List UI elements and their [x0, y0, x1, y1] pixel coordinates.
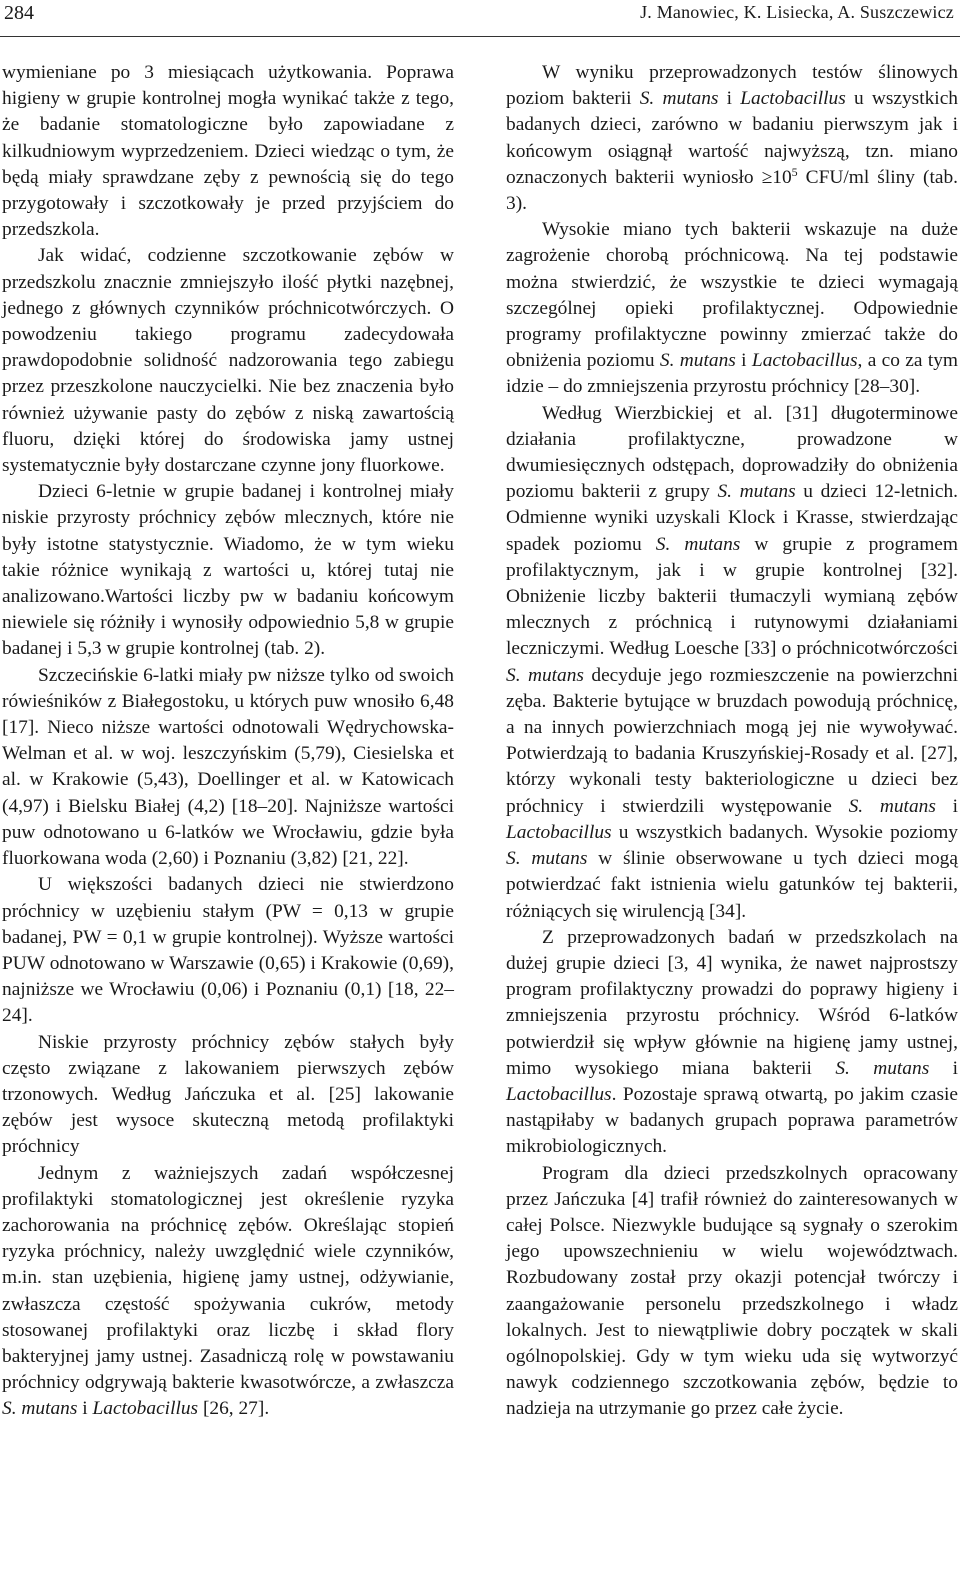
paragraph: Jak widać, codzienne szczotkowanie zębów w przedszkolu znacznie zmniejszyło ilość płytki nazębnej, jednego z głównych czynników próchnicotwórczych. O powodzeniu takiego programu zadecydowała prawdopodobnie solidność nadzorowania tego zabiegu przez przeszkolone nauczycielki. Nie bez znaczenia było również używanie pasty do zębów z niską zawartością fluoru, dzięki której do środowiska jamy ustnej systematycznie były dostarczane czynne jony fluorkowe.: [2, 245, 454, 477]
exponent: 5: [791, 164, 798, 179]
page-header: [0, 0, 960, 37]
text-run: u wszystkich badanych. Wysokie poziomy: [611, 821, 958, 843]
left-column: [2, 60, 454, 1423]
text-run: [26, 27].: [198, 1398, 270, 1420]
text-run: i: [929, 1057, 958, 1079]
paragraph: U większości badanych dzieci nie stwierdzono próchnicy w uzębieniu stałym (PW = 0,13 w grupie badanej, PW = 0,1 w grupie kontrolnej). Wyższe wartości PUW odnotowano w Warszawie (0,65) i Krakowie (0,69), najniższe we Wrocławiu (0,06) i Poznaniu (0,1) [18, 22–24].: [2, 874, 454, 1027]
text-run: Jednym z ważniejszych zadań współczesnej profilaktyki stomatologicznej jest określenie ryzyka zachorowania na próchnicę zębów. Określając stopień ryzyka próchnicy, należy uwzględnić wiele czynników, m.in. stan uzębienia, higienę jamy ustnej, odżywianie, zwłaszcza częstość spożywania cukrów, metody stosowanej profilaktyki oraz liczbę i skład flory bakteryjnej jamy ustnej. Zasadniczą rolę w powstawaniu próchnicy odgrywają bakterie kwasotwórcze, a zwłaszcza: [2, 1162, 454, 1394]
species-name: S. mutans: [655, 533, 741, 555]
running-head-authors: J. Manowiec, K. Lisiecka, A. Suszczewicz: [640, 2, 954, 22]
paragraph: [506, 217, 958, 400]
text-run: W wyniku przeprowadzonych testów ślinowych poziom bakterii: [506, 62, 958, 110]
text-run: u dzieci 12-letnich. Odmienne wyniki uzyskali Klock i Krasse, stwierdzając spadek poziomu: [506, 481, 958, 555]
text-run: Według Wierzbickiej et al. [31] długoterminowe działania profilaktyczne, prowadzone w dwumiesięcznych odstępach, doprowadziły do obniżenia poziomu bakterii z grupy: [506, 402, 958, 503]
text-run: i: [935, 795, 958, 817]
species-name: S. mutans: [659, 350, 736, 372]
paragraph: wymieniane po 3 miesiącach użytkowania. Poprawa higieny w grupie kontrolnej mogła wynikać także z tego, że badanie stomatologiczne było zapowiadane z kilkudniowym wyprzedzeniem. Dzieci wiedząc o tym, że będą miały sprawdzane zęby z pewnością się do tego przygotowały i szczotkowały je przed przyjściem do przedszkola.: [2, 62, 454, 241]
species-name: S. mutans: [848, 795, 936, 817]
species-name: S. mutans: [506, 848, 588, 870]
paragraph: Program dla dzieci przedszkolnych opracowany przez Jańczuka [4] trafił również do zainteresowanych w całej Polsce. Niezwykle budujące są sygnały o szerokim jego upowszechnieniu w wielu województwach. Rozbudowany został przy okazji potencjał twórczy i zaangażowanie personelu przedszkolnego i władz lokalnych. Jest to niewątpliwie dobry początek w skali ogólnopolskiej. Gdy w tym wieku uda się wytworzyć nawyk codziennego szczotkowania zębów, będzie to nadzieja na utrzymanie go przez całe życie.: [506, 1162, 958, 1420]
species-name: Lactobacillus: [92, 1398, 199, 1420]
paragraph: [506, 401, 958, 925]
species-name: S. mutans: [639, 88, 719, 110]
species-name: Lactobacillus: [506, 821, 612, 843]
species-name: S. mutans: [2, 1398, 78, 1420]
paragraph: [506, 925, 958, 1161]
paragraph: Niskie przyrosty próchnicy zębów stałych były często związane z lakowaniem pierwszych zębów trzonowych. Według Jańczuka et al. [25] lakowanie zębów jest wysoce skuteczną metodą profilaktyki próchnicy: [2, 1031, 454, 1158]
paragraph: [2, 1161, 454, 1423]
text-run: w ślinie obserwowane u tych dzieci mogą potwierdzać fakt istnienia wielu gatunków tej bakterii, różniących się wirulencją [34].: [506, 848, 958, 922]
species-name: Lactobacillus: [506, 1083, 612, 1105]
text-run: i: [735, 350, 752, 372]
text-run: Wysokie miano tych bakterii wskazuje na duże zagrożenie chorobą próchnicową. Na tej podstawie można stwierdzić, że wszystkie te dzieci wymagają szczególnej opieki profilaktycznej. Odpowiednie programy profilaktyczne powinny zmierzać także do obniżenia poziomu: [506, 219, 958, 372]
text-run: i: [77, 1398, 93, 1420]
text-run: Z przeprowadzonych badań w przedszkolach na dużej grupie dzieci [3, 4] wynika, że nawet najprostszy program profilaktyczny prowadzi do poprawy higieny i zmniejszenia przyrostu próchnicy. Wśród 6-latków potwierdził się wpływ głównie na higienę jamy ustnej, mimo wysokiego miana bakterii: [506, 926, 958, 1079]
page-number: 284: [4, 2, 34, 24]
species-name: Lactobacillus: [740, 88, 846, 110]
paragraph: [506, 60, 958, 217]
text-run: , a co za tym idzie – do zmniejszenia przyrostu próchnicy [28–30].: [506, 350, 958, 398]
text-run: decyduje jego rozmieszczenie na powierzchni zęba. Bakterie bytujące w bruzdach powodują próchnicę, a na innych powierzchniach mogą jej nie wywoływać. Potwierdzają to badania Kruszyńskiej-Rosady et al. [27], którzy wykonali testy bakteriologiczne u dzieci bez próchnicy i stwierdzili występowanie: [506, 664, 958, 817]
text-run: . Pozostaje sprawą otwartą, po jakim czasie nastąpiłaby w badanych grupach poprawa parametrów mikrobiologicznych.: [506, 1083, 958, 1158]
text-run: w grupie z programem profilaktycznym, jak i w grupie kontrolnej [32]. Obniżenie liczby bakterii tłumaczyli wymianą zębów mlecznych z próchnicą i rutynowymi działaniami leczniczymi. Według Loesche [33] o próchnicotwórczości: [506, 533, 958, 660]
text-run: u wszystkich badanych dzieci, zarówno w badaniu pierwszym jak i końcowym osiągnął wartość najwyższą, tzn. miano oznaczonych bakterii wyniosło ≥10: [506, 88, 958, 188]
species-name: S. mutans: [835, 1057, 930, 1079]
species-name: Lactobacillus: [751, 350, 858, 372]
right-column: [506, 60, 958, 1423]
text-run: CFU/ml śliny (tab. 3).: [506, 166, 958, 215]
text-run: i: [718, 88, 741, 110]
species-name: S. mutans: [717, 481, 796, 503]
paragraph: Szczecińskie 6-latki miały pw niższe tylko od swoich rówieśników z Białegostoku, u których puw wnosiło 6,48 [17]. Nieco niższe wartości odnotowali Wędrychowska-Welman et al. w woj. leszczyńskim (5,79), Ciesielska et al. w Krakowie (5,43), Doellinger et al. w Katowicach (4,97) i Bielsku Białej (4,2) [18–20]. Najniższe wartości puw odnotowano u 6-latków we Wrocławiu, gdzie była fluorkowana woda (2,60) i Poznaniu (3,82) [21, 22].: [2, 664, 454, 870]
paragraph: Dzieci 6-letnie w grupie badanej i kontrolnej miały niskie przyrosty próchnicy zębów mlecznych, które nie były istotne statystycznie. Wiadomo, że w tym wieku takie różnice wynikają z wartości u, której tutaj nie analizowano.Wartości liczby pw w badaniu końcowym niewiele się różniły i wynosiły odpowiednio 5,8 w grupie badanej i 5,3 w grupie kontrolnej (tab. 2).: [2, 481, 454, 660]
species-name: S. mutans: [506, 664, 584, 686]
